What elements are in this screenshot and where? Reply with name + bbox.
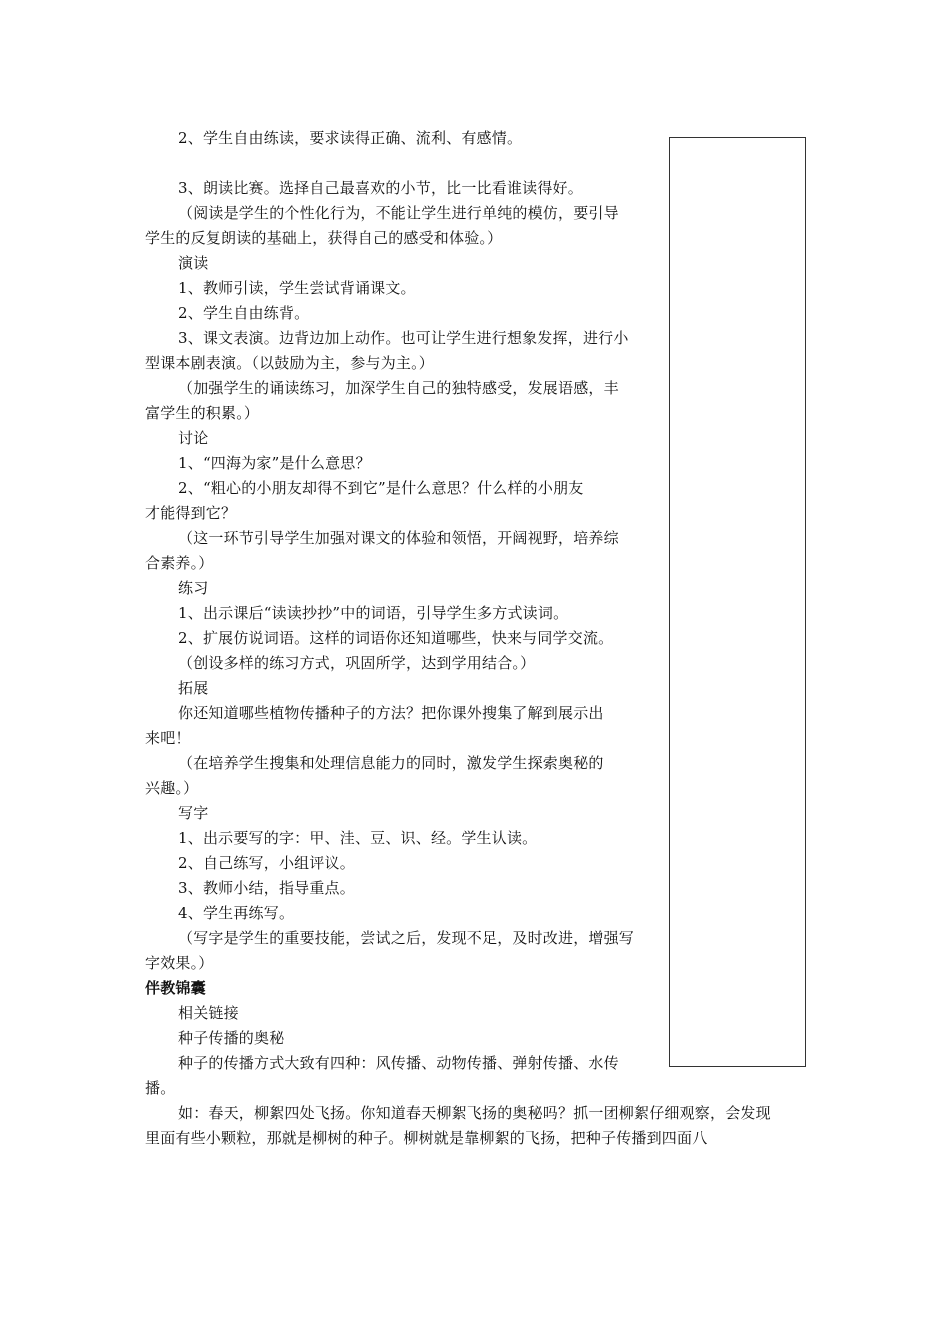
text-line: 如：春天，柳絮四处飞扬。你知道春天柳絮飞扬的奥秘吗？抓一团柳絮仔细观察，会发现 — [178, 1104, 771, 1122]
text-line: 你还知道哪些植物传播种子的方法？把你课外搜集了解到展示出 — [178, 704, 604, 722]
text-line: （加强学生的诵读练习，加深学生自己的独特感受，发展语感，丰 — [178, 379, 619, 397]
text-line: 写字 — [178, 804, 209, 822]
text-line: 里面有些小颗粒，那就是柳树的种子。柳树就是靠柳絮的飞扬，把种子传播到四面八 — [145, 1129, 708, 1147]
text-line: 1、出示要写的字：甲、洼、豆、识、经。学生认读。 — [178, 829, 538, 847]
text-line: 讨论 — [178, 429, 209, 447]
text-line: 拓展 — [178, 679, 209, 697]
text-line: 3、课文表演。边背边加上动作。也可让学生进行想象发挥，进行小 — [178, 329, 629, 347]
text-line: （创设多样的练习方式，巩固所学，达到学用结合。） — [178, 654, 536, 672]
text-line: 演读 — [178, 254, 209, 272]
text-line: （阅读是学生的个性化行为，不能让学生进行单纯的模仿，要引导 — [178, 204, 619, 222]
section-heading: 伴教锦囊 — [145, 979, 206, 997]
text-line: 相关链接 — [178, 1004, 239, 1022]
text-line: （这一环节引导学生加强对课文的体验和领悟，开阔视野，培养综 — [178, 529, 619, 547]
text-line: 合素养。） — [145, 554, 214, 572]
text-line: 4、学生再练写。 — [178, 904, 295, 922]
text-line: 3、教师小结，指导重点。 — [178, 879, 355, 897]
text-line: 学生的反复朗读的基础上，获得自己的感受和体验。） — [145, 229, 503, 247]
text-line: 种子的传播方式大致有四种：风传播、动物传播、弹射传播、水传 — [178, 1054, 619, 1072]
text-line: 兴趣。） — [145, 779, 199, 797]
text-line: （写字是学生的重要技能，尝试之后，发现不足，及时改进，增强写 — [178, 929, 635, 947]
text-line: 才能得到它？ — [145, 504, 237, 522]
text-line: 2、“粗心的小朋友却得不到它”是什么意思？什么样的小朋友 — [178, 479, 584, 497]
text-line: 1、出示课后“读读抄抄”中的词语，引导学生多方式读词。 — [178, 604, 569, 622]
text-line: 3、朗读比赛。选择自己最喜欢的小节，比一比看谁读得好。 — [178, 179, 583, 197]
side-notes-box — [669, 137, 806, 1067]
text-line: （在培养学生搜集和处理信息能力的同时，激发学生探索奥秘的 — [178, 754, 604, 772]
text-line: 1、教师引读，学生尝试背诵课文。 — [178, 279, 416, 297]
text-line: 种子传播的奥秘 — [178, 1029, 285, 1047]
text-line: 富学生的积累。） — [145, 404, 260, 422]
text-line: 1、“四海为家”是什么意思？ — [178, 454, 371, 472]
text-line: 2、自己练写，小组评议。 — [178, 854, 355, 872]
text-line: 字效果。） — [145, 954, 214, 972]
text-line: 练习 — [178, 579, 209, 597]
text-line: 来吧！ — [145, 729, 191, 747]
text-line: 2、学生自由练读，要求读得正确、流利、有感情。 — [178, 129, 523, 147]
text-line: 型课本剧表演。（以鼓励为主，参与为主。） — [145, 354, 435, 372]
text-line: 2、扩展仿说词语。这样的词语你还知道哪些，快来与同学交流。 — [178, 629, 614, 647]
text-line: 2、学生自由练背。 — [178, 304, 310, 322]
text-line: 播。 — [145, 1079, 176, 1097]
